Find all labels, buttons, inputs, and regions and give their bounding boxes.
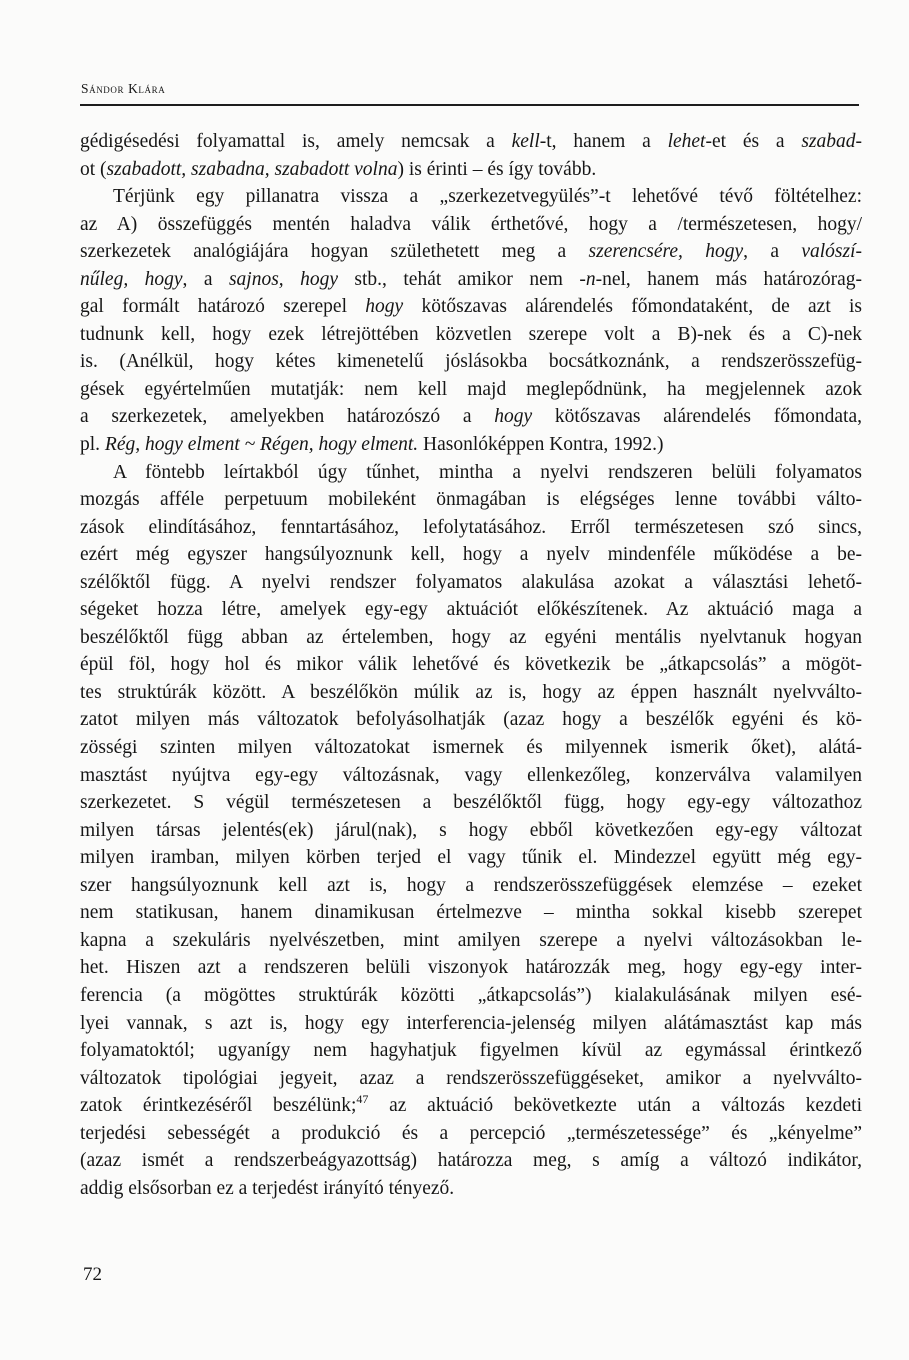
text-line: kapna a szekuláris nyelvészetben, mint amilyen szerepe a nyelvi változásokban le- [80,929,862,951]
text-line: épül föl, hogy hol és mikor válik lehetővé és következik be „átkapcsolás” a mögöt- [80,654,862,676]
text-line: szerkezetet. S végül természetesen a beszélőktől függ, hogy egy-egy változathoz [80,792,862,814]
text-line: terjedési sebességét a produkció és a percepció „természetessége” és „kényelme” [80,1122,862,1144]
text-line: nem statikusan, hanem dinamikusan értelmezve – mintha sokkal kisebb szerepet [80,902,862,924]
text-line: zások elindításához, fenntartásához, lefolytatásához. Erről természetesen szó sincs, [80,516,862,538]
text-line: masztást nyújtva egy-egy változásnak, vagy ellenkezőleg, konzerválva valamilyen [80,764,862,786]
text-line: A föntebb leírtakból úgy tűnhet, mintha a nyelvi rendszeren belüli folyamatos [113,461,862,483]
text-line: ot (szabadott, szabadna, szabadott volna) is érinti – és így tovább. [80,158,597,180]
text-line: gal formált határozó szerepel hogy kötőszavas alárendelés főmondataként, de azt is [80,296,862,318]
text-line: ezért még egyszer hangsúlyoznunk kell, hogy a nyelv mindenféle működése a be- [80,544,862,566]
text-line: ferencia (a mögöttes struktúrák közötti „átkapcsolás”) kialakulásának milyen esé- [80,984,862,1006]
text-line: változatok tipológiai jegyeit, azaz a rendszerösszefüggéseket, amikor a nyelvválto- [80,1067,862,1089]
text-line: szerkezetek analógiájára hogyan születhetett meg a szerencsére, hogy, a valószí- [80,241,862,263]
header-rule [80,104,859,106]
text-line: gédigésedési folyamattal is, amely nemcsak a kell-t, hanem a lehet-et és a szabad- [80,131,862,152]
running-header-author: Sándor Klára [81,81,166,96]
text-line: a szerkezetek, amelyekben határozószó a hogy kötőszavas alárendelés főmondata, [80,406,862,428]
text-line-start: zatok érintkezéséről beszélünk; [80,1095,357,1117]
text-line: zatot milyen más változatok befolyásolhatják (azaz hogy a beszélők egyéni és kö- [80,709,862,731]
text-line: nűleg, hogy, a sajnos, hogy stb., tehát amikor nem -n-nel, hanem más határozórag- [80,268,862,290]
text-line: az A) összefüggés mentén haladva válik érthetővé, hogy a /természetesen, hogy/ [80,213,862,235]
text-line: pl. Rég, hogy elment ~ Régen, hogy elment. Hasonlóképpen Kontra, 1992.) [80,434,664,456]
text-line: folyamatoktól; ugyanígy nem hagyhatjuk figyelmen kívül az egymással érintkező [80,1040,862,1062]
text-line: zösségi szinten milyen változatokat ismernek és milyennek ismerik őket), alátá- [80,737,862,759]
page-number: 72 [83,1264,102,1285]
text-line: beszélőktől függ abban az értelemben, hogy az egyéni mentális nyelvtanuk hogyan [80,626,862,648]
text-line: milyen társas jelentés(ek) járul(nak), s hogy ebből következően egy-egy változat [80,819,862,841]
text-line: szer hangsúlyoznunk kell azt is, hogy a rendszerösszefüggések elemzése – ezeket [80,874,862,896]
text-line: gések egyértelműen mutatják: nem kell majd meglepődnünk, ha megjelennek azok [80,378,862,400]
text-line: tudnunk kell, hogy ezek létrejöttében közvetlen szerepe volt a B)-nek és a C)-nek [80,323,862,345]
text-line: ségeket hozza létre, amelyek egy-egy aktuációt előkészítenek. Az aktuáció maga a [80,599,862,621]
body-text [80,128,862,1202]
text-line: (azaz ismét a rendszerbeágyazottság) határozza meg, s amíg a változó indikátor, [80,1150,862,1172]
text-line: milyen iramban, milyen körben terjed el vagy tűnik el. Mindezzel együtt még egy- [80,847,862,869]
text-line: is. (Anélkül, hogy kétes kimenetelű jóslásokba bocsátkoznánk, a rendszerösszefüg- [80,351,862,373]
text-line: lyei vannak, s azt is, hogy egy interferencia-jelenség milyen alátámasztást kap más [80,1012,862,1034]
text-line: addig elsősorban ez a terjedést irányító tényező. [80,1177,455,1199]
text-line: szélőktől függ. A nyelvi rendszer folyamatos alakulása azokat a választási lehető- [80,571,862,593]
text-line: mozgás afféle perpetuum mobileként önmagában is elégséges lenne további válto- [80,489,862,511]
text-line-end: az aktuáció bekövetkezte után a változás kezdeti [368,1095,862,1117]
text-line: Térjünk egy pillanatra vissza a „szerkezetvegyülés”-t lehetővé tévő föltételhez: [113,186,862,208]
text-line: het. Hiszen azt a rendszeren belüli viszonyok határozzák meg, hogy egy-egy inter- [80,957,862,979]
footnote-reference: 47 [356,1092,369,1107]
text-line: tes struktúrák között. A beszélőkön múlik az is, hogy az éppen használt nyelvválto- [80,681,862,703]
text-line-with-footnote [80,1092,862,1120]
